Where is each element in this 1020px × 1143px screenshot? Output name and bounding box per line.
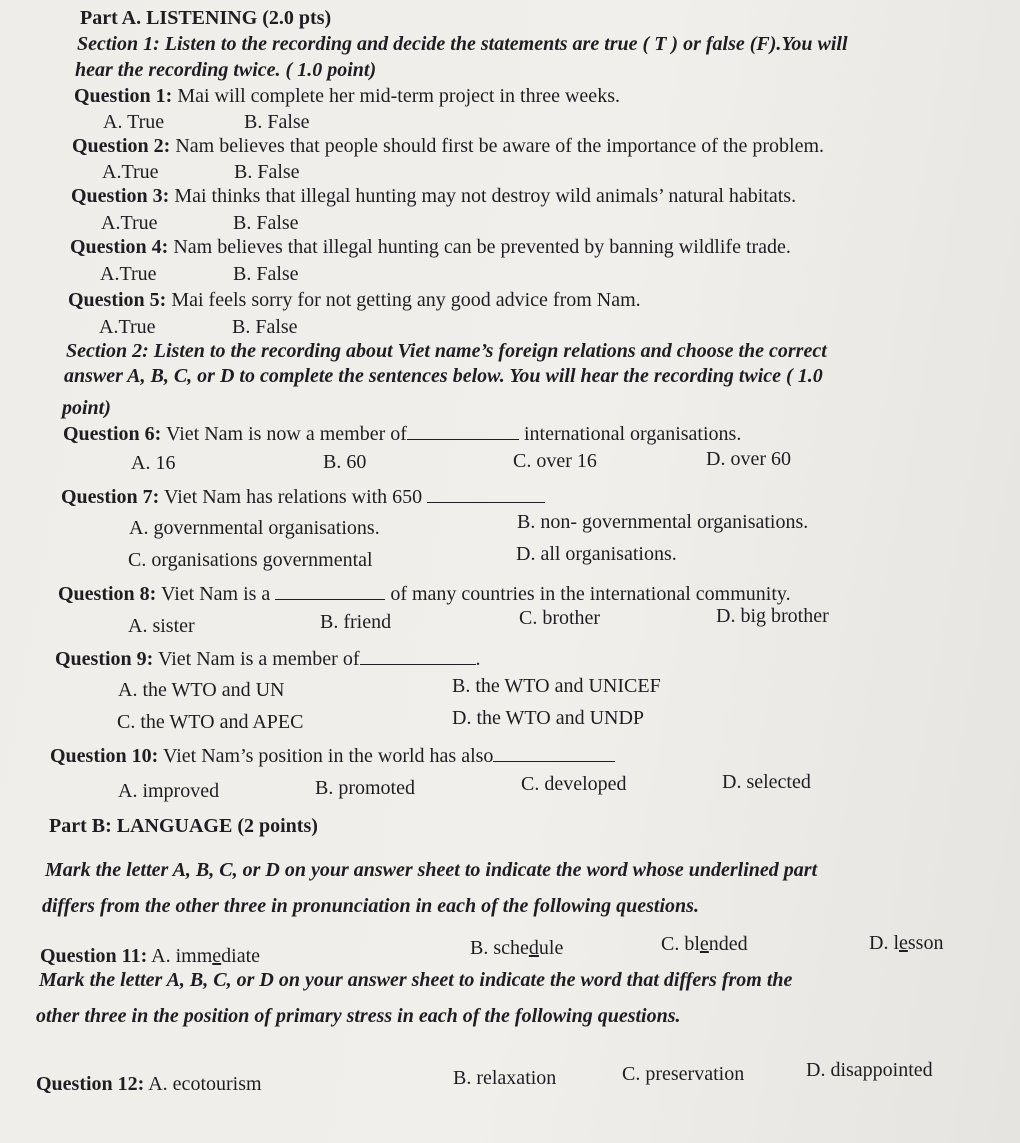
question-3-option-a[interactable]: A.True xyxy=(101,212,158,234)
question-1-option-b[interactable]: B. False xyxy=(244,111,310,133)
question-8-label: Question 8: xyxy=(58,583,157,605)
question-6-label: Question 6: xyxy=(63,423,162,445)
question-1 xyxy=(74,84,620,108)
question-7-option-d[interactable]: D. all organisations. xyxy=(516,543,677,565)
question-8-option-c[interactable]: C. brother xyxy=(519,607,601,629)
question-6-blank[interactable] xyxy=(407,421,519,440)
question-3 xyxy=(71,184,796,208)
question-10-option-a[interactable]: A. improved xyxy=(118,780,220,802)
question-8-text-after-blank: of many countries in the international community. xyxy=(385,583,791,605)
part-b-instruction-1-line-1: Mark the letter A, B, C, or D on your answer sheet to indicate the word whose underlined part xyxy=(45,859,818,881)
question-12-option-a[interactable]: A. ecotourism xyxy=(144,1073,262,1095)
question-1-text: Mai will complete her mid-term project in three weeks. xyxy=(172,85,620,107)
question-10-label: Question 10: xyxy=(50,745,159,767)
question-4-text: Nam believes that illegal hunting can be prevented by banning wildlife trade. xyxy=(168,236,791,258)
question-2 xyxy=(72,134,824,158)
question-9-label: Question 9: xyxy=(55,648,154,670)
question-7-option-a[interactable]: A. governmental organisations. xyxy=(129,517,380,539)
question-6-text-after-blank: international organisations. xyxy=(518,423,742,445)
part-a-title: Part A. LISTENING (2.0 pts) xyxy=(80,7,332,29)
question-3-option-b[interactable]: B. False xyxy=(233,212,299,234)
question-8-option-a[interactable]: A. sister xyxy=(128,615,195,637)
question-5 xyxy=(68,288,641,312)
question-5-option-a[interactable]: A.True xyxy=(99,316,156,338)
question-6-option-d[interactable]: D. over 60 xyxy=(706,448,791,470)
question-2-text: Nam believes that people should first be aware of the importance of the problem. xyxy=(170,135,825,157)
question-10-text-before-blank: Viet Nam’s position in the world has also xyxy=(158,745,494,767)
question-3-label: Question 3: xyxy=(71,185,170,207)
question-2-option-b[interactable]: B. False xyxy=(234,161,300,183)
question-9 xyxy=(55,646,481,671)
question-8-blank[interactable] xyxy=(275,581,385,600)
question-9-option-b[interactable]: B. the WTO and UNICEF xyxy=(452,675,661,697)
question-7-blank[interactable] xyxy=(427,484,545,503)
section-2-instruction-line-2: answer A, B, C, or D to complete the sentences below. You will hear the recording twice ( 1.0 xyxy=(64,365,823,387)
question-7-option-b[interactable]: B. non- governmental organisations. xyxy=(517,511,809,533)
question-7-option-c[interactable]: C. organisations governmental xyxy=(128,549,373,571)
part-b-instruction-1-line-2: differs from the other three in pronunciation in each of the following questions. xyxy=(42,895,699,917)
part-b-title: Part B: LANGUAGE (2 points) xyxy=(49,815,318,837)
question-8-option-d[interactable]: D. big brother xyxy=(716,605,829,627)
question-7 xyxy=(61,484,545,509)
question-9-blank[interactable] xyxy=(360,646,476,665)
question-6 xyxy=(63,421,741,446)
section-1-instruction-line-2: hear the recording twice. ( 1.0 point) xyxy=(75,59,377,81)
question-4 xyxy=(70,235,791,259)
question-10-option-b[interactable]: B. promoted xyxy=(315,777,415,799)
question-11-option-a[interactable]: A. immediate xyxy=(147,945,261,967)
question-7-label: Question 7: xyxy=(61,486,160,508)
question-6-option-a[interactable]: A. 16 xyxy=(131,452,176,474)
question-8-option-b[interactable]: B. friend xyxy=(320,611,392,633)
question-6-option-b[interactable]: B. 60 xyxy=(323,451,367,473)
question-6-text-before-blank: Viet Nam is now a member of xyxy=(161,423,407,445)
question-9-option-c[interactable]: C. the WTO and APEC xyxy=(117,711,304,733)
question-11-option-d[interactable]: D. lesson xyxy=(869,932,944,954)
question-10-option-c[interactable]: C. developed xyxy=(521,773,627,795)
question-5-option-b[interactable]: B. False xyxy=(232,316,298,338)
question-12-option-c[interactable]: C. preservation xyxy=(622,1063,745,1085)
question-11 xyxy=(40,944,260,968)
question-4-label: Question 4: xyxy=(70,236,169,258)
question-11-option-c[interactable]: C. blended xyxy=(661,933,748,955)
question-1-option-a[interactable]: A. True xyxy=(103,111,165,133)
section-2-instruction-line-3: point) xyxy=(62,397,111,419)
part-b-instruction-2-line-2: other three in the position of primary stress in each of the following questions. xyxy=(36,1005,681,1027)
question-4-option-a[interactable]: A.True xyxy=(100,263,157,285)
question-1-label: Question 1: xyxy=(74,85,173,107)
question-3-text: Mai thinks that illegal hunting may not destroy wild animals’ natural habitats. xyxy=(169,185,797,207)
question-12-option-b[interactable]: B. relaxation xyxy=(453,1067,557,1089)
question-9-text-before-blank: Viet Nam is a member of xyxy=(153,648,360,670)
question-9-text-after-blank: . xyxy=(475,648,481,670)
question-10-option-d[interactable]: D. selected xyxy=(722,771,811,793)
question-10-blank[interactable] xyxy=(493,743,615,762)
question-7-text-before-blank: Viet Nam has relations with 650 xyxy=(159,486,428,508)
question-11-option-b[interactable]: B. schedule xyxy=(470,937,564,959)
question-4-option-b[interactable]: B. False xyxy=(233,263,299,285)
section-2-instruction-line-1: Section 2: Listen to the recording about Viet name’s foreign relations and choose the correct xyxy=(66,340,827,362)
question-5-text: Mai feels sorry for not getting any good advice from Nam. xyxy=(166,289,641,311)
question-5-label: Question 5: xyxy=(68,289,167,311)
question-2-label: Question 2: xyxy=(72,135,171,157)
question-11-label: Question 11: xyxy=(40,945,148,967)
question-8 xyxy=(58,581,791,606)
question-8-text-before-blank: Viet Nam is a xyxy=(156,583,276,605)
question-12 xyxy=(36,1072,262,1096)
question-9-option-d[interactable]: D. the WTO and UNDP xyxy=(452,707,645,729)
question-10 xyxy=(50,743,615,768)
question-2-option-a[interactable]: A.True xyxy=(102,161,159,183)
question-9-option-a[interactable]: A. the WTO and UN xyxy=(118,679,285,701)
part-b-instruction-2-line-1: Mark the letter A, B, C, or D on your answer sheet to indicate the word that differs from the xyxy=(39,969,793,991)
question-12-option-d[interactable]: D. disappointed xyxy=(806,1059,933,1081)
question-6-option-c[interactable]: C. over 16 xyxy=(513,450,597,472)
question-12-label: Question 12: xyxy=(36,1073,145,1095)
section-1-instruction-line-1: Section 1: Listen to the recording and decide the statements are true ( T ) or false (F).You will xyxy=(77,33,848,55)
